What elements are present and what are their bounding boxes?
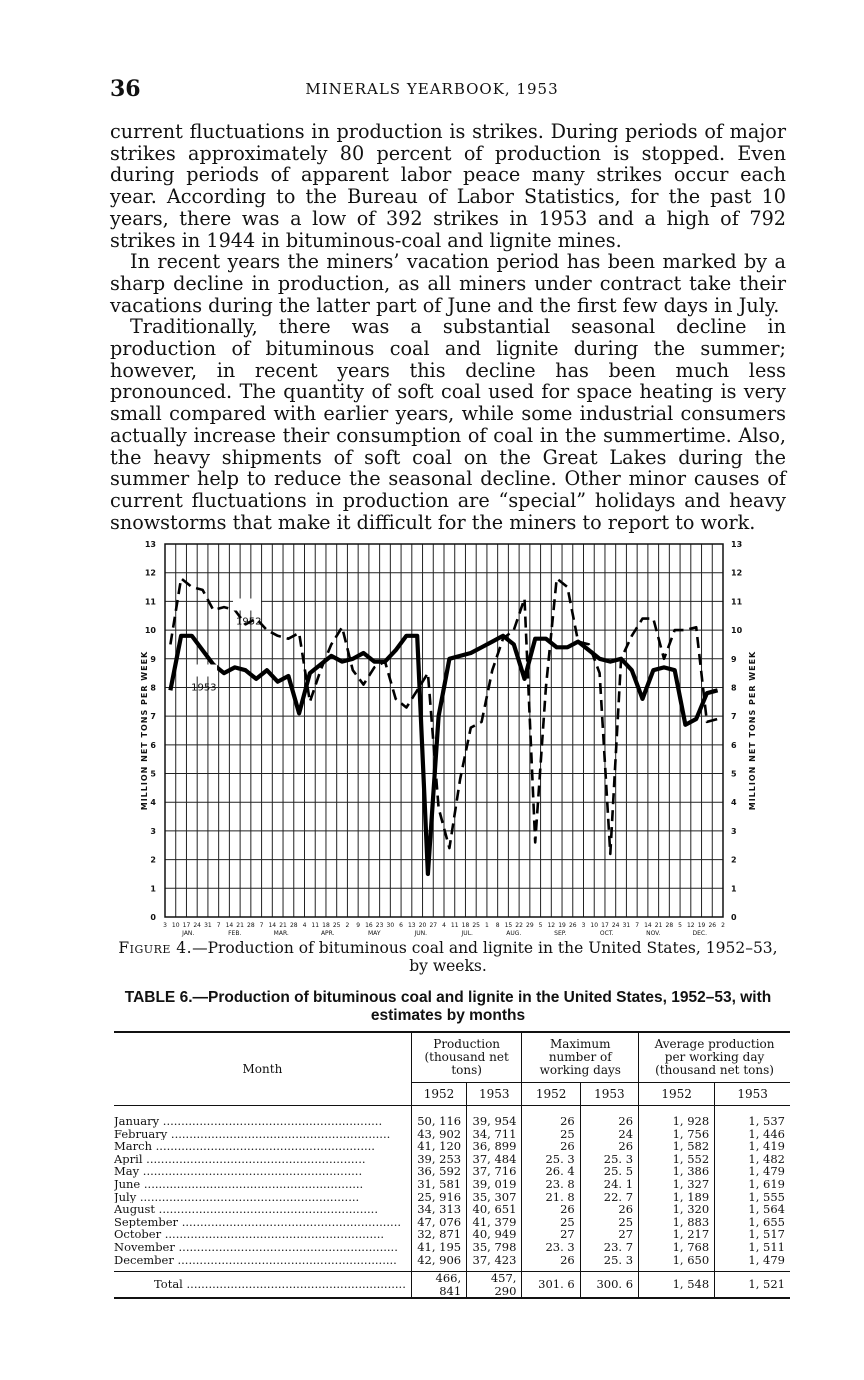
table-row [114,1203,790,1216]
value-cell: 43, 902 [411,1128,466,1141]
year-header: 1953 [580,1083,638,1106]
value-cell: 27 [522,1228,580,1241]
x-day-label: 26 [568,922,577,929]
x-day-label: 3 [581,922,586,929]
value-cell: 40, 651 [467,1203,522,1216]
value-cell: 1, 327 [639,1178,715,1191]
total-value-cell: 301. 6 [522,1272,580,1299]
value-cell: 23. 7 [580,1241,638,1254]
value-cell: 31, 581 [411,1178,466,1191]
paragraph-2: In recent years the miners’ vacation period has been marked by a sharp decline in production, as all miners under contract take their vacations during the latter part of June and the first few days in July. [110,250,786,317]
x-day-label: 16 [365,922,373,929]
value-cell: 25. 3 [522,1153,580,1166]
value-cell: 41, 195 [411,1241,466,1254]
month-cell: November ............................................................ [114,1240,398,1254]
x-day-label: 21 [279,922,287,929]
y-tick-label-right: 11 [731,597,743,607]
value-cell: 26 [580,1203,638,1216]
value-cell: 1, 446 [715,1128,790,1141]
x-day-label: 21 [236,922,244,929]
series-label-1952: 1952 [236,616,262,628]
value-cell: 1, 479 [715,1254,790,1272]
working-days-group-header: Maximum number of working days [522,1032,639,1083]
x-day-label: 5 [538,922,543,929]
value-cell: 1, 517 [715,1228,790,1241]
y-tick-label-right: 1 [731,884,737,894]
x-day-label: 11 [450,922,459,929]
x-day-label: 23 [375,922,384,929]
month-cell: October ............................................................ [114,1228,385,1241]
paragraph-3: Traditionally, there was a substantial seasonal decline in production of bituminous coal and lignite during the summer; however, in recent years this decline has been much less pronounced. The quantity of soft coal used for space heating is very small compared with earlier years, while some industrial consumers actually increase their consumption of coal in the summertime. Also, the heavy shipments of soft coal on the Great Lakes during the summer help to reduce the seasonal decline. Other minor causes of current fluctuations in production are “special” holidays and heavy snowstorms that make it difficult for the miners to report to work. [110,315,786,534]
x-day-label: 9 [356,922,361,929]
y-tick-label-right: 0 [731,913,737,922]
value-cell: 47, 076 [411,1216,466,1229]
value-cell: 36, 899 [467,1140,522,1153]
x-month-label: FEB. [228,930,242,937]
series-label-bg [233,599,261,611]
value-cell: 1, 768 [639,1241,715,1254]
value-cell: 37, 423 [467,1254,522,1272]
y-tick-label-right: 6 [731,740,737,750]
x-day-label: 17 [601,922,609,929]
y-tick-label-left: 11 [144,597,156,607]
y-tick-label-right: 10 [731,626,743,636]
y-tick-label-left: 2 [150,855,156,865]
x-day-label: 28 [289,922,298,929]
x-day-label: 2 [345,922,350,929]
value-cell: 42, 906 [411,1254,466,1272]
x-day-label: 27 [429,922,438,929]
value-cell: 24. 1 [580,1178,638,1191]
table-row [114,1241,790,1254]
value-cell: 1, 217 [639,1228,715,1241]
x-day-label: 13 [407,922,416,929]
x-day-label: 10 [590,922,599,929]
x-day-label: 26 [708,922,717,929]
x-month-label: AUG. [506,930,522,937]
value-cell: 25 [580,1216,638,1229]
production-table-container [114,1031,790,1299]
value-cell: 50, 116 [411,1106,466,1128]
y-tick-label-right: 9 [731,654,737,664]
value-cell: 1, 655 [715,1216,790,1229]
total-row [114,1272,790,1299]
y-tick-label-left: 10 [144,626,156,636]
month-cell: March ............................................................ [114,1140,375,1153]
value-cell: 37, 484 [467,1153,522,1166]
x-day-label: 14 [225,922,234,929]
y-tick-label-right: 3 [731,826,737,836]
table-row [114,1140,790,1153]
x-day-label: 14 [644,922,652,929]
value-cell: 1, 511 [715,1241,790,1254]
month-cell: December ............................................................ [114,1253,397,1267]
x-day-label: 20 [418,922,427,929]
x-month-label: JUL. [461,930,473,937]
month-cell: April ............................................................ [114,1152,366,1166]
value-cell: 1, 756 [639,1128,715,1141]
value-cell: 40, 949 [467,1228,522,1241]
total-value-cell: 457, 290 [467,1272,522,1299]
value-cell: 39, 954 [467,1106,522,1128]
x-day-label: 4 [302,922,307,929]
month-cell: February ............................................................ [114,1127,391,1141]
x-day-label: 7 [259,922,264,929]
y-tick-label-left: 0 [150,913,156,922]
x-month-label: APR. [320,930,335,937]
value-cell: 39, 253 [411,1153,466,1166]
x-day-label: 5 [678,922,682,929]
x-day-label: 19 [697,922,706,929]
x-month-label: JAN. [182,930,195,937]
x-day-label: 21 [654,922,663,929]
table-row [114,1254,790,1272]
x-day-label: 12 [686,922,695,929]
x-day-label: 30 [386,922,395,929]
x-day-label: 25 [472,922,481,929]
value-cell: 22. 7 [580,1191,638,1204]
series-label-1953: 1953 [191,682,217,694]
value-cell: 25 [522,1128,580,1141]
value-cell: 32, 871 [411,1228,466,1241]
y-tick-label-right: 12 [731,568,743,578]
value-cell: 1, 479 [715,1165,790,1178]
month-cell: May ............................................................ [114,1165,363,1178]
y-tick-label-right: 4 [731,798,737,808]
x-day-label: 3 [163,922,167,929]
value-cell: 1, 482 [715,1153,790,1166]
y-tick-label-left: 3 [150,826,156,836]
value-cell: 25 [522,1216,580,1229]
x-day-label: 12 [547,922,556,929]
y-tick-label-right: 2 [731,855,737,865]
y-tick-label-left: 12 [144,568,156,578]
x-day-label: 10 [171,922,180,929]
value-cell: 26 [580,1140,638,1153]
y-tick-label-right: 8 [731,683,737,693]
x-day-label: 25 [332,922,341,929]
value-cell: 25. 3 [580,1153,638,1166]
x-month-label: SEP. [554,930,567,937]
total-label: Total ............................................................ [114,1272,411,1299]
running-head: MINERALS YEARBOOK, 1953 [305,80,559,98]
month-cell: January ............................................................ [114,1114,383,1128]
series-label-bg [189,665,217,677]
production-group-header: Production (thousand net tons) [411,1032,522,1083]
table-row [114,1106,790,1128]
y-axis-label-right: MILLION NET TONS PER WEEK [748,650,757,811]
value-cell: 26 [522,1106,580,1128]
table-body [114,1106,790,1272]
x-day-label: 14 [268,922,277,929]
value-cell: 36, 592 [411,1165,466,1178]
production-table [114,1031,790,1299]
value-cell: 41, 120 [411,1140,466,1153]
value-cell: 34, 711 [467,1128,522,1141]
y-tick-label-left: 1 [150,884,156,894]
x-day-label: 4 [442,922,446,929]
y-tick-label-right: 7 [731,712,737,722]
value-cell: 1, 320 [639,1203,715,1216]
x-day-label: 6 [399,922,403,929]
x-day-label: 11 [311,922,320,929]
value-cell: 27 [580,1228,638,1241]
value-cell: 1, 564 [715,1203,790,1216]
x-day-label: 22 [515,922,523,929]
y-tick-label-left: 8 [150,683,156,693]
x-day-label: 15 [504,922,513,929]
x-month-label: MAY [368,930,381,937]
table-row [114,1178,790,1191]
value-cell: 1, 883 [639,1216,715,1229]
value-cell: 23. 8 [522,1178,580,1191]
x-day-label: 19 [558,922,566,929]
x-day-label: 18 [461,922,470,929]
year-header: 1952 [639,1083,715,1106]
value-cell: 1, 619 [715,1178,790,1191]
value-cell: 25. 3 [580,1254,638,1272]
y-tick-label-left: 4 [150,798,156,808]
y-tick-label-right: 13 [731,540,743,549]
value-cell: 26 [522,1254,580,1272]
x-day-label: 31 [622,922,631,929]
year-header: 1953 [715,1083,790,1106]
x-month-label: DEC. [692,930,708,937]
year-header: 1952 [411,1083,466,1106]
total-value-cell: 1, 548 [639,1272,715,1299]
y-axis-label-left: MILLION NET TONS PER WEEK [140,650,149,811]
table-title: TABLE 6.—Production of bituminous coal and lignite in the United States, 1952–53, with estimates by months [124,989,772,1024]
body-text [110,121,786,533]
x-day-label: 7 [216,922,221,929]
y-tick-label-left: 6 [150,740,156,750]
y-tick-label-right: 5 [731,769,737,779]
x-month-label: NOV. [646,930,661,937]
x-month-label: JUN. [414,930,428,937]
total-value-cell: 1, 521 [715,1272,790,1299]
x-day-label: 1 [485,922,489,929]
x-day-label: 17 [182,922,191,929]
x-day-label: 18 [322,922,330,929]
x-day-label: 29 [526,922,534,929]
value-cell: 26 [522,1203,580,1216]
value-cell: 41, 379 [467,1216,522,1229]
value-cell: 1, 582 [639,1140,715,1153]
weekly-production-line-chart [130,536,770,941]
total-value-cell: 466, 841 [411,1272,466,1299]
value-cell: 23. 3 [522,1241,580,1254]
x-day-label: 2 [721,922,725,929]
value-cell: 1, 189 [639,1191,715,1204]
month-column-header: Month [114,1032,411,1106]
value-cell: 37, 716 [467,1165,522,1178]
value-cell: 1, 650 [639,1254,715,1272]
value-cell: 21. 8 [522,1191,580,1204]
value-cell: 1, 537 [715,1106,790,1128]
month-cell: July ............................................................ [114,1190,360,1204]
x-day-label: 24 [193,922,202,929]
x-day-label: 28 [665,922,674,929]
value-cell: 26 [580,1106,638,1128]
x-day-label: 8 [495,922,500,929]
x-day-label: 28 [247,922,255,929]
value-cell: 1, 555 [715,1191,790,1204]
value-cell: 34, 313 [411,1203,466,1216]
total-value-cell: 300. 6 [580,1272,638,1299]
page-number: 36 [110,76,141,102]
month-cell: June ............................................................ [114,1177,364,1191]
month-cell: September ............................................................ [114,1215,402,1229]
month-cell: August ............................................................ [114,1203,378,1216]
x-day-label: 7 [635,922,640,929]
average-production-group-header: Average production per working day (thousand net tons) [639,1032,790,1083]
value-cell: 25, 916 [411,1191,466,1204]
y-tick-label-left: 13 [144,540,156,549]
value-cell: 1, 386 [639,1165,715,1178]
figure-caption-text: —Production of bituminous coal and lignite in the United States, 1952–53, by weeks. [192,939,778,975]
value-cell: 1, 928 [639,1106,715,1128]
x-day-label: 24 [611,922,620,929]
value-cell: 1, 419 [715,1140,790,1153]
value-cell: 1, 552 [639,1153,715,1166]
value-cell: 35, 798 [467,1241,522,1254]
x-month-label: MAR. [273,930,289,937]
value-cell: 26 [522,1140,580,1153]
y-tick-label-left: 9 [150,654,156,664]
x-month-label: OCT. [599,930,614,937]
value-cell: 24 [580,1128,638,1141]
value-cell: 35, 307 [467,1191,522,1204]
figure-caption [110,939,786,975]
year-header: 1952 [522,1083,580,1106]
value-cell: 26. 4 [522,1165,580,1178]
figure-label: Figure 4. [118,939,193,957]
y-tick-label-left: 7 [150,712,156,722]
y-tick-label-left: 5 [150,769,156,779]
paragraph-1: current fluctuations in production is strikes. During periods of major strikes approximately 80 percent of production is stopped. Even during periods of apparent labor peace many strikes occur each year. According to the Bureau of Labor Statistics, for the past 10 years, there was a low of 392 strikes in 1953 and a high of 792 strikes in 1944 in bituminous-coal and lignite mines. [110,120,786,252]
value-cell: 25. 5 [580,1165,638,1178]
value-cell: 39, 019 [467,1178,522,1191]
year-header: 1953 [467,1083,522,1106]
production-chart [130,536,770,941]
x-day-label: 31 [204,922,212,929]
